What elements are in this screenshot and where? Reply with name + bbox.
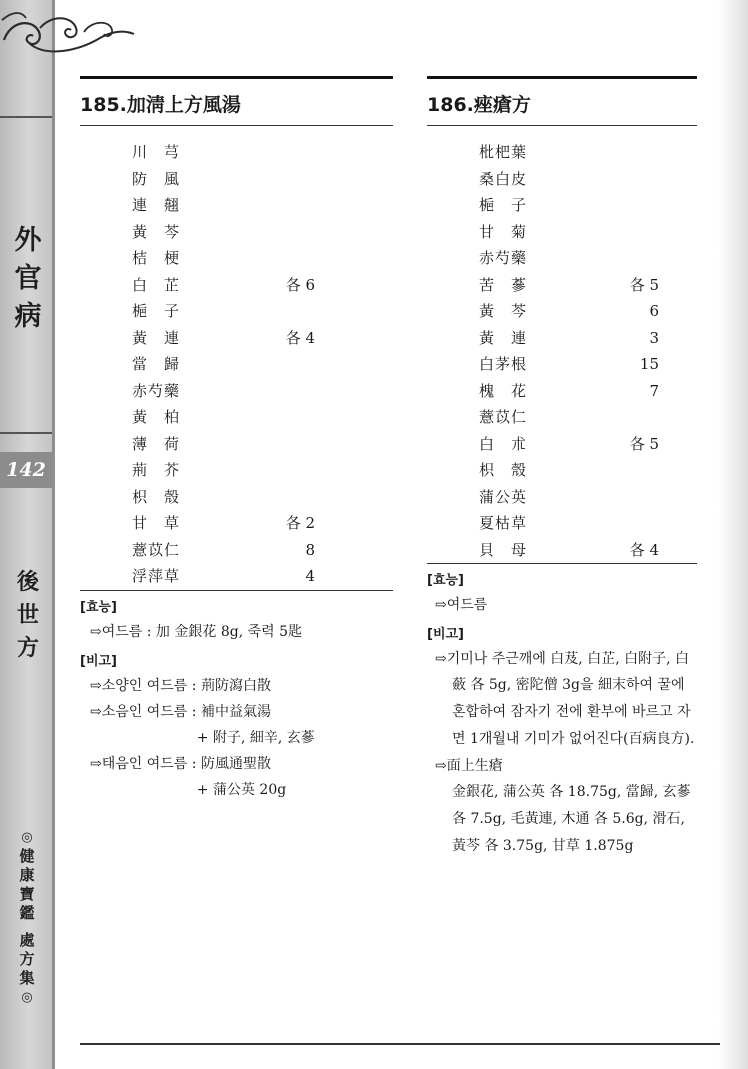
herb-list — [427, 139, 697, 563]
herb-amount: 各 2 — [285, 514, 315, 532]
herb-name: 赤芍藥 — [479, 249, 528, 267]
herb-amount: 各 5 — [629, 434, 659, 453]
chapter-char: 外 — [14, 225, 42, 256]
herb-name: 薏苡仁 — [479, 408, 528, 426]
herb-amount: 各 5 — [629, 275, 659, 294]
herb-row — [80, 537, 393, 564]
note-paragraph: 蘞 各 5g, 密陀僧 3g을 細末하여 꿀에 혼합하여 잠자기 전에 환부에 바르고 자면 1개월내 기미가 없어진다(百病良方). — [452, 677, 695, 747]
page-number: 142 — [0, 452, 52, 488]
herb-name: 貝 母 — [479, 540, 528, 559]
herb-row — [80, 431, 393, 458]
herb-amount: 各 4 — [285, 328, 315, 347]
herb-amount: 8 — [305, 540, 315, 559]
herb-row — [80, 192, 393, 219]
herb-row — [427, 272, 697, 299]
effect-label: [효능] — [427, 573, 464, 588]
herb-name: 槐 花 — [479, 381, 528, 400]
herb-row — [427, 219, 697, 246]
herb-name: 枳 殼 — [132, 487, 181, 506]
herb-name: 白 朮 — [479, 434, 528, 453]
side-margin-edge — [52, 0, 55, 1069]
chapter-char: 官 — [14, 263, 42, 294]
note-label: [비고] — [427, 627, 464, 642]
page-bleed — [718, 0, 748, 1069]
herb-row — [80, 325, 393, 352]
herb-row — [427, 378, 697, 405]
herb-name: 苦 蔘 — [479, 275, 528, 294]
category-char: 世 — [16, 602, 39, 628]
herb-row — [80, 404, 393, 431]
herb-row — [427, 351, 697, 378]
herb-name: 桑白皮 — [479, 169, 528, 188]
herb-name: 夏枯草 — [479, 514, 528, 532]
herb-amount: 各 4 — [629, 540, 659, 559]
side-rule-mid — [0, 432, 52, 434]
herb-row — [80, 272, 393, 299]
herb-row — [80, 510, 393, 537]
herb-row — [80, 351, 393, 378]
herb-name: 薏苡仁 — [132, 540, 181, 559]
book-char: 集 — [19, 969, 35, 987]
herb-row — [427, 457, 697, 484]
herb-row — [427, 404, 697, 431]
note-line: ⇨태음인 여드름 : 防風通聖散 — [90, 755, 271, 772]
effect-line: ⇨여드름 : 加 金銀花 8g, 죽력 5匙 — [90, 623, 302, 640]
title-rule-top — [80, 76, 393, 79]
note-label: [비고] — [80, 653, 117, 669]
bottom-rule — [80, 1043, 720, 1045]
herb-row — [80, 484, 393, 511]
note-line: + 附子, 細辛, 玄蔘 — [90, 729, 315, 746]
herb-row — [427, 510, 697, 537]
book-char: 健 — [19, 847, 35, 865]
herb-name: 桔 梗 — [132, 249, 181, 267]
prescription-title: 185.加淸上方風湯 — [80, 94, 241, 116]
herb-amount: 15 — [639, 355, 659, 373]
herb-row — [427, 245, 697, 272]
note-section — [427, 623, 697, 860]
book-char: 方 — [19, 950, 35, 968]
herb-name: 薄 荷 — [132, 434, 181, 453]
note-line: ⇨소음인 여드름 : 補中益氣湯 — [90, 703, 271, 720]
book-char: 處 — [19, 931, 35, 949]
herb-amount: 4 — [305, 567, 315, 585]
book-mark-bottom: ◎ — [21, 990, 33, 1005]
herb-row — [80, 563, 393, 590]
herb-amount: 6 — [649, 302, 659, 320]
herb-row — [427, 139, 697, 166]
herb-row — [427, 325, 697, 352]
herb-name: 蒲公英 — [479, 487, 528, 506]
herb-amount: 3 — [649, 328, 659, 347]
herb-name: 甘 菊 — [479, 222, 528, 241]
herb-row — [80, 166, 393, 193]
title-rule-top — [427, 76, 697, 79]
effect-line: ⇨여드름 — [435, 597, 488, 613]
herb-name: 黃 芩 — [479, 302, 528, 320]
title-rule-bottom — [80, 125, 393, 126]
side-rule-top — [0, 116, 52, 118]
prescription-186 — [427, 76, 697, 860]
effect-section — [427, 569, 697, 618]
herb-row — [427, 537, 697, 564]
book-char: 寶 — [19, 885, 35, 903]
herb-row — [80, 139, 393, 166]
herb-name: 梔 子 — [132, 302, 181, 320]
herb-amount: 各 6 — [285, 275, 315, 294]
herb-row — [80, 298, 393, 325]
herb-name: 連 翹 — [132, 196, 181, 214]
herb-amount: 7 — [649, 381, 659, 400]
prescription-185 — [80, 76, 393, 803]
herb-name: 枇杷葉 — [479, 143, 528, 161]
herb-name: 浮萍草 — [132, 567, 181, 585]
herb-name: 川 芎 — [132, 143, 181, 161]
section-rule — [427, 563, 697, 564]
book-title — [14, 828, 40, 1007]
herb-row — [427, 192, 697, 219]
note-section — [80, 650, 393, 803]
category-char: 方 — [16, 635, 39, 661]
book-char: 康 — [19, 866, 35, 884]
book-char: 鑑 — [19, 904, 35, 922]
note-line: ⇨소양인 여드름 : 荊防瀉白散 — [90, 677, 271, 694]
effect-label: [효능] — [80, 599, 117, 615]
prescription-title: 186.痤瘡方 — [427, 94, 531, 116]
book-mark-top: ◎ — [21, 830, 33, 845]
title-rule-bottom — [427, 125, 697, 126]
herb-list — [80, 139, 393, 590]
herb-row — [427, 166, 697, 193]
category-char: 後 — [16, 569, 39, 595]
herb-name: 枳 殼 — [479, 461, 528, 479]
chapter-title — [8, 222, 48, 336]
herb-name: 黃 連 — [479, 328, 528, 347]
herb-row — [80, 457, 393, 484]
herb-name: 赤芍藥 — [132, 381, 181, 400]
herb-row — [427, 484, 697, 511]
chapter-char: 病 — [14, 301, 42, 332]
herb-name: 白 芷 — [132, 275, 181, 294]
note-paragraph: 金銀花, 蒲公英 各 18.75g, 當歸, 玄蔘 各 7.5g, 毛黃連, 木通 各 5.6g, 滑石, 黃芩 各 3.75g, 甘草 1.875g — [452, 784, 691, 854]
herb-row — [427, 431, 697, 458]
herb-row — [80, 378, 393, 405]
herb-name: 黃 柏 — [132, 408, 181, 426]
herb-name: 荊 芥 — [132, 461, 181, 479]
herb-name: 黃 芩 — [132, 222, 181, 241]
herb-row — [80, 219, 393, 246]
cloud-ornament — [0, 0, 140, 60]
herb-name: 防 風 — [132, 169, 181, 188]
herb-name: 當 歸 — [132, 355, 181, 373]
note-heading: ⇨面上生瘡 — [435, 758, 503, 774]
herb-row — [427, 298, 697, 325]
herb-name: 甘 草 — [132, 514, 181, 532]
section-rule — [80, 590, 393, 591]
herb-name: 梔 子 — [479, 196, 528, 214]
note-heading: ⇨기미나 주근깨에 白芨, 白芷, 白附子, 白 — [435, 651, 689, 667]
effect-section — [80, 596, 393, 645]
category-title — [8, 566, 48, 665]
herb-row — [80, 245, 393, 272]
herb-name: 黃 連 — [132, 328, 181, 347]
note-line: + 蒲公英 20g — [90, 781, 287, 798]
herb-name: 白茅根 — [479, 355, 528, 373]
